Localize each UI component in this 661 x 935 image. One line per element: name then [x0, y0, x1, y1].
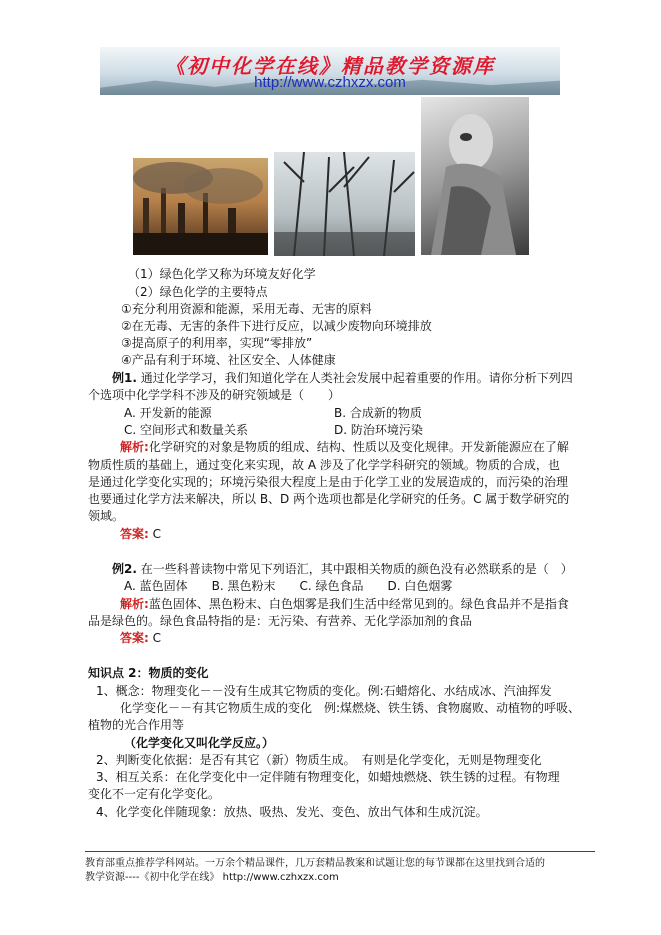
kp2-line-6: 3、相互关系：在化学变化中一定伴随有物理变化，如蜡烛燃烧、铁生锈的过程。有物理: [96, 770, 560, 784]
example1-answer: 答案: C: [120, 527, 162, 541]
example1-option-c: C. 空间形式和数量关系: [124, 423, 249, 437]
kp2-line-2: 化学变化－－有其它物质生成的变化 例:煤燃烧、铁生锈、食物腐败、动植物的呼吸、: [120, 701, 581, 715]
example1-answer-label: 答案:: [120, 527, 149, 541]
green-chem-line-2: （2）绿色化学的主要特点: [128, 285, 268, 299]
example2-analysis-line-1: 解析:蓝色固体、黑色粉末、白色烟雾是我们生活中经常见到的。绿色食品并不是指食: [120, 597, 569, 611]
example1-analysis-label: 解析:: [120, 440, 149, 454]
page-footer: [85, 857, 595, 885]
dead-trees-photo: [274, 152, 415, 256]
example1-question-line-1: 例1. 通过化学学习，我们知道化学在人类社会发展中起着重要的作用。请你分析下列四: [112, 371, 573, 385]
example1-label: 例1.: [112, 371, 137, 385]
kp2-line-3: 植物的光合作用等: [88, 718, 185, 732]
footer-url[interactable]: http://www.czhxzx.com: [222, 872, 339, 883]
example2-options: A. 蓝色固体 B. 黑色粉末 C. 绿色食品 D. 白色烟雾: [124, 579, 453, 593]
example2-answer: 答案: C: [120, 631, 162, 645]
footer-line-1: 教育部重点推荐学科网站。一万余个精品课件，几万套精品教案和试题让您的每节课都在这里找到合适的: [85, 858, 545, 869]
knowledge-point-2-title: 知识点 2：物质的变化: [88, 666, 209, 680]
example1-analysis-line-5: 领域。: [88, 509, 125, 523]
kp2-line-4: （化学变化又叫化学反应。）: [124, 736, 275, 750]
banner-title: 《初中化学在线》精品教学资源库: [165, 54, 495, 78]
green-chem-point-1: ①充分利用资源和能源，采用无毒、无害的原料: [121, 302, 372, 316]
green-chem-point-3: ③提高原子的利用率，实现“零排放”: [121, 336, 313, 350]
kp2-line-1: 1、概念：物理变化－－没有生成其它物质的变化。例:石蜡熔化、水结成冰、汽油挥发: [96, 684, 552, 698]
example1-question-line-2: 个选项中化学学科不涉及的研究领域是（ ）: [88, 388, 341, 402]
example2-question: 例2. 在一些科普读物中常见下列语汇，其中跟相关物质的颜色没有必然联系的是（ ）: [112, 562, 573, 576]
example1-option-b: B. 合成新的物质: [334, 406, 422, 420]
example1-analysis-line-4: 也要通过化学方法来解决，所以 B、D 两个选项也都是化学研究的任务。C 属于数学研究的: [88, 492, 570, 506]
example2-answer-label: 答案:: [120, 631, 149, 645]
example1-analysis-line-2: 物质性质的基础上，通过变化来实现，故 A 涉及了化学学科研究的领域。物质的合成，也: [88, 458, 560, 472]
factory-smoke-photo: [133, 158, 268, 255]
banner-url[interactable]: http://www.czhxzx.com: [254, 74, 406, 91]
header-banner: [100, 47, 560, 95]
green-chem-point-2: ②在无毒、无害的条件下进行反应，以减少废物向环境排放: [121, 319, 432, 333]
example1-option-d: D. 防治环境污染: [334, 423, 423, 437]
kp2-line-5: 2、判断变化依据：是否有其它（新）物质生成。 有则是化学变化，无则是物理变化: [96, 753, 542, 767]
footer-line-2: 教学资源----《初中化学在线》 http://www.czhxzx.com: [85, 872, 339, 883]
example1-option-a: A. 开发新的能源: [124, 406, 212, 420]
green-chem-point-4: ④产品有利于环境、社区安全、人体健康: [121, 353, 336, 367]
example1-analysis-line-3: 是通过化学变化实现的；环境污染很大程度上是由于化学工业的发展造成的，而污染的治理: [88, 475, 569, 489]
example2-analysis-label: 解析:: [120, 597, 149, 611]
footer-divider: [85, 851, 595, 852]
example2-label: 例2.: [112, 562, 137, 576]
kp2-line-7: 变化不一定有化学变化。: [88, 787, 221, 801]
example1-analysis-line-1: 解析:化学研究的对象是物质的组成、结构、性质以及变化规律。开发新能源应在了解: [120, 440, 569, 454]
green-chem-line-1: （1）绿色化学又称为环境友好化学: [128, 267, 316, 281]
example2-analysis-line-2: 品是绿色的。绿色食品特指的是：无污染、有营养、无化学添加剂的食品: [88, 614, 473, 628]
corroded-statue-photo: [421, 97, 529, 255]
kp2-line-8: 4、化学变化伴随现象：放热、吸热、发光、变色、放出气体和生成沉淀。: [96, 805, 488, 819]
